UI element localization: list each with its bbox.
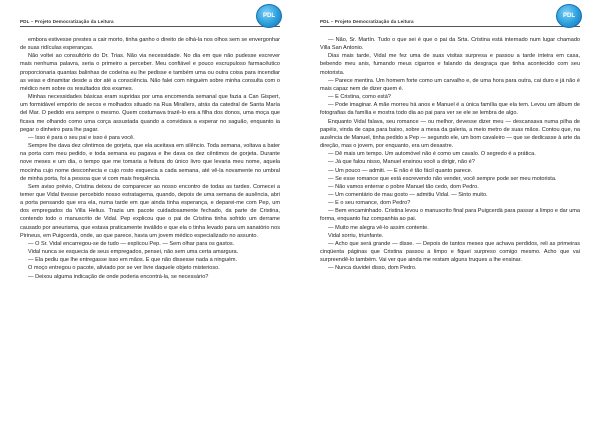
paragraph: Vidal nunca se esquecia de seus empregados, pensei, não sem uma certa amargura. [28,249,239,256]
paragraph: — Já que falou nisso, Manuel ensinou você a dirigir, não é? [328,159,475,166]
paragraph: Dias mais tarde, Vidal me fez uma de suas visitas surpresa e passou a tarde inteira em casa, bebendo meu anis, fumando meus cigarros e falando da desgraça que tinha acontecido com seu motorista. [320,53,580,76]
paragraph: — O Sr. Vidal encarregou-se de tudo — explicou Pep. — Sem olhar para os gastos. [28,240,235,247]
paragraph: Não voltei ao consultório do Dr. Trias. Não via necessidade. No dia em que não pudesse escrever mais nenhuma palavra, seria o primeiro a perceber. Meu confiável e pouco escrupuloso farmacêutico proporcionaria quantas balinhas de codeína eu lhe pedisse e também uma ou outra coisa para incendiar as veias e dinamitar desde a dor até a consciência. Não falei com ninguém sobre minha consulta com o médico nem sobre os resultados dos exames. [20,53,280,92]
paragraph: — Pode imaginar. A mãe morreu há anos e Manuel é a única família que ela tem. Levou um álbum de fotografias da família e mostra todo dia ao pai para ver se ele se lembra de algo. [320,102,580,117]
paragraph: — Ela pediu que lhe entregasse isso em mãos. E que não dissesse nada a ninguém. [28,257,238,264]
paragraph: — Nunca duvidei disso, dom Pedro. [328,265,417,272]
header-title: PDL – Projeto Democratização da Leitura [320,19,414,24]
paragraph: — E Cristina, como está? [328,94,391,101]
paragraph: — Um comentário de mau gosto — admitiu Vidal. — Sinto muito. [328,191,488,198]
header-title: PDL – Projeto Democratização da Leitura [20,19,114,24]
paragraph: — E o seu romance, dom Pedro? [328,200,411,207]
paragraph: — Parece mentira. Um homem forte como um carvalho e, de uma hora para outra, cai duro e já não é mais capaz nem de dizer quem é. [320,77,580,92]
left-page-body [20,36,280,416]
paragraph: — Acho que será grande — disse. — Depois de tantos meses que achava perdidos, reli as primeiras cinqüenta páginas que Cristina passou a limpo e fiquei surpreso comigo mesmo. Acho que vai surpreendê-lo também. Vai ver que ainda me restam alguns truques a lhe ensinar. [320,240,580,264]
paragraph: — Muito me alegra vê-lo assim contente. [328,224,429,231]
paragraph: — Não vamos enterrar o pobre Manuel tão cedo, dom Pedro. [328,183,479,190]
left-page-header [20,12,280,27]
paragraph: — Um pouco — admiti. — E não é tão fácil quanto parece. [328,167,473,174]
right-page-body [320,36,580,416]
paragraph: — Dê mais um tempo. Um automóvel não é como um cavalo. O segredo é a prática. [328,151,536,158]
pdl-logo-icon: PDL [256,4,282,28]
paragraph: — Bem encaminhado. Cristina levou o manuscrito final para Puigcerdà para passar a limpo e dar uma forma, enquanto faz companhia ao pai. [320,208,580,223]
right-page [300,0,600,424]
paragraph: embora estivesse prestes a cair morto, tinha ganho o direito de olhá-la nos olhos sem se envergonhar de suas ridículas esperanças. [20,37,280,52]
right-page-header [320,12,580,27]
paragraph: Minhas necessidades básicas eram supridas por uma encomenda semanal que fazia a Can Gispert, um formidável empório de secos e molhados situado na Rua Mirallers, atrás da catedral de Santa María del Mar. O pedido era sempre o mesmo. Quem costumava trazê-lo era a filha dos donos, uma moça que ficava me olhando como uma corça assustada quando a convidava a esperar no saguão, enquanto ia pegar o dinheiro para lhe pagar. [20,94,280,133]
paragraph: — Deixou alguma indicação de onde poderia encontrá-la, se necessário? [28,273,209,280]
pdl-logo-icon: PDL [556,4,582,28]
paragraph: — Isso é para o seu pai e isso é para você. [28,134,135,141]
paragraph: Vidal sorriu, triunfante. [328,232,384,239]
paragraph: — Não, Sr. Martín. Tudo o que sei é que o pai da Srta. Cristina está internado num lugar chamado Villa San Antonio. [320,37,580,52]
paragraph: O moço entregou o pacote, aliviado por se ver livre daquele objeto misterioso. [28,265,220,272]
paragraph: Sem aviso prévio, Cristina deixou de comparecer ao nosso encontro de todas as tardes. Comecei a temer que Vidal tivesse percebido nosso estratagema, quando, depois de uma semana de ausência, abri a porta pensando que era ela, numa tarde em que ainda tinha esperança, e deparei-me com Pep, um dos empregados da Villa Helius. Trazia um pacote cuidadosamente fechado, da parte de Cristina, contendo todo o manuscrito de Vidal. Pep explicou que o pai de Cristina tinha sofrido um derrame causado por aneurisma, que estava praticamente inválido e que ela o tinha levado para um sanatório nos Pirineus, em Puigcerdà, onde, ao que parece, havia um jovem médico especializado no assunto. [20,183,280,239]
paragraph: — Se esse romance que está escrevendo não vender, você sempre pode ser meu motorista. [328,175,557,182]
paragraph: Enquanto Vidal falava, seu romance — ou melhor, devesse dizer meu — descansava numa pilha de papéis, vinda de capa para baixo, sobre a mesa da galeria, a meio metro de suas mãos. Contou que, na ausência de Manuel, tinha pedido a Pep — segundo ele, um bom cavaleiro — que se dedicasse à arte da direção, mas o jovem, por enquanto, era um desastre. [320,118,580,150]
paragraph: Sempre lhe dava dez cêntimos de gorjeta, que ela aceitava em silêncio. Toda semana, voltava a bater na porta com meu pedido, e toda semana eu pagava e lhe dava os dez cêntimos de gorjeta. Durante nove meses e um dia, o tempo que me tomaria a feitura do único livro que levaria meu nome, aquela mocinha cujo nome desconhecia e cujo rosto esquecia a cada semana, até vê-la novamente no umbral de minha porta, foi a pessoa que vi com mais frequência. [20,143,280,182]
